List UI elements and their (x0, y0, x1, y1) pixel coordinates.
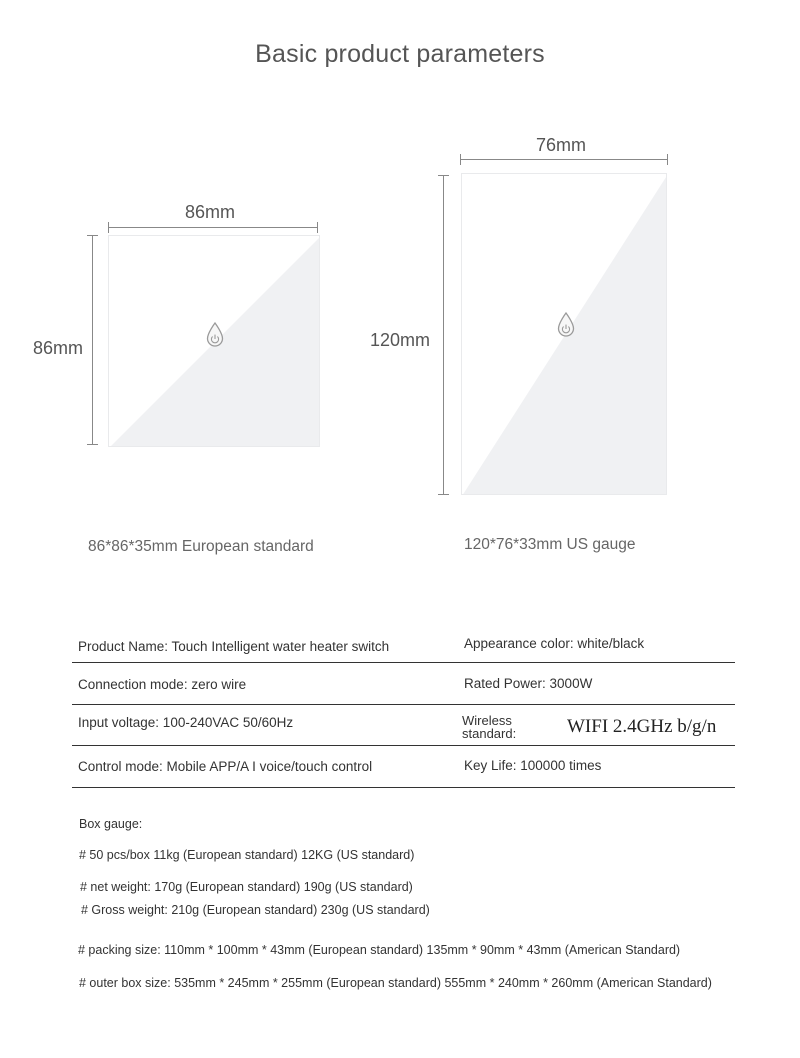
spec-wireless-label (462, 714, 516, 740)
height-dimension-label: 86mm (33, 338, 84, 358)
page-title: Basic product parameters (255, 40, 545, 68)
spec-wireless-value: WIFI 2.4GHz b/g/n (567, 716, 717, 737)
box-gauge-line: # outer box size: 535mm * 245mm * 255mm (European standard) 555mm * 240mm * 260mm (American Standard) (79, 976, 712, 990)
width-dimension-tick (667, 154, 668, 165)
box-gauge-line: # net weight: 170g (European standard) 190g (US standard) (80, 880, 413, 894)
switch-panel-european (108, 235, 320, 447)
box-gauge-line: # 50 pcs/box 11kg (European standard) 12KG (US standard) (79, 848, 415, 862)
spec-appearance-color: Appearance color: white/black (464, 636, 645, 651)
spec-product-name: Product Name: Touch Intelligent water heater switch (78, 639, 390, 654)
spec-wireless-label-line2: standard: (462, 726, 517, 741)
height-dimension-line (443, 175, 444, 495)
switch-panel-us (461, 173, 667, 495)
spec-control-mode: Control mode: Mobile APP/A I voice/touch control (78, 759, 373, 774)
table-divider (72, 787, 735, 788)
water-drop-power-icon[interactable] (557, 312, 575, 338)
width-dimension-label: 76mm (536, 135, 587, 155)
box-gauge-line: # Gross weight: 210g (European standard) 230g (US standard) (81, 903, 430, 917)
width-dimension-tick (108, 222, 109, 233)
width-dimension-tick (317, 222, 318, 233)
spec-input-voltage: Input voltage: 100-240VAC 50/60Hz (78, 715, 294, 730)
height-dimension-line (92, 235, 93, 445)
spec-connection-mode: Connection mode: zero wire (78, 677, 247, 692)
box-gauge-heading: Box gauge: (79, 817, 143, 831)
table-divider (72, 662, 735, 663)
height-dimension-tick (438, 175, 449, 176)
height-dimension-label: 120mm (370, 330, 431, 350)
width-dimension-line (460, 159, 668, 160)
spec-wireless-label-line1: Wireless (462, 713, 512, 728)
product-caption: 120*76*33mm US gauge (464, 536, 636, 553)
width-dimension-tick (460, 154, 461, 165)
height-dimension-tick (438, 494, 449, 495)
water-drop-power-icon[interactable] (206, 322, 224, 348)
height-dimension-tick (87, 444, 98, 445)
spec-rated-power: Rated Power: 3000W (464, 676, 593, 691)
box-gauge-line: # packing size: 110mm * 100mm * 43mm (European standard) 135mm * 90mm * 43mm (American Standard) (78, 943, 681, 957)
width-dimension-line (108, 227, 318, 228)
product-caption: 86*86*35mm European standard (88, 538, 314, 555)
height-dimension-tick (87, 235, 98, 236)
table-divider (72, 745, 735, 746)
spec-key-life: Key Life: 100000 times (464, 758, 602, 773)
table-divider (72, 704, 735, 705)
width-dimension-label: 86mm (185, 202, 236, 222)
